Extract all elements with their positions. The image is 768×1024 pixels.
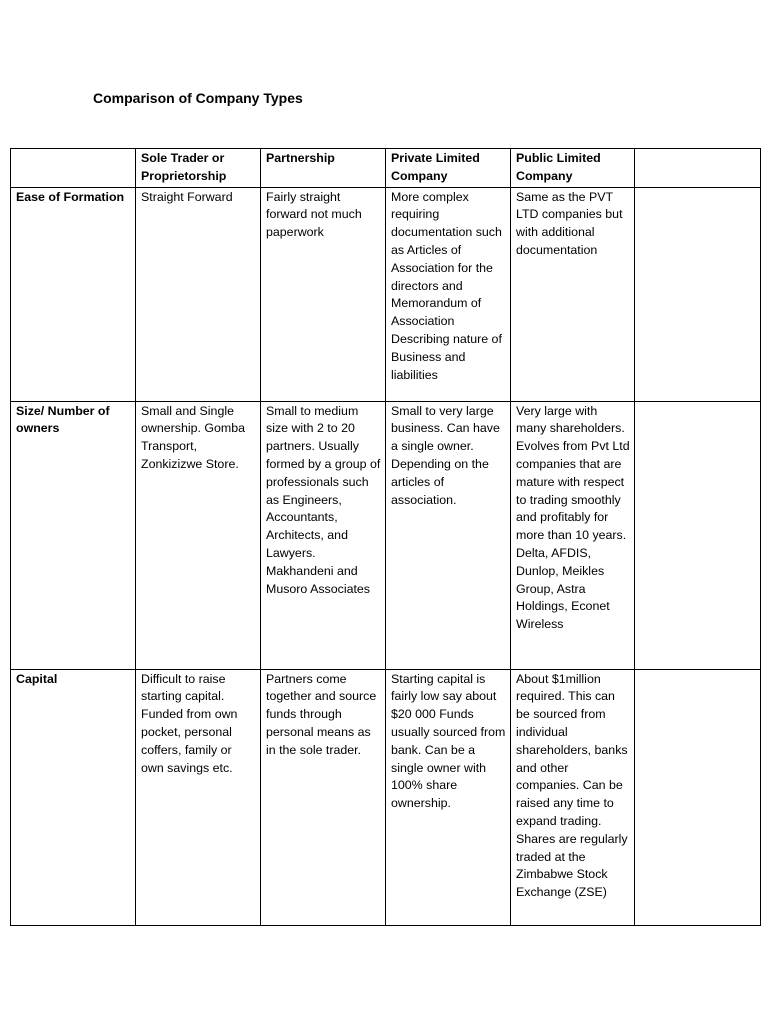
table-cell: Straight Forward — [136, 187, 261, 401]
header-cell-blank — [635, 149, 761, 188]
table-cell — [635, 401, 761, 669]
header-cell-sole-trader: Sole Trader or Proprietorship — [136, 149, 261, 188]
row-label: Capital — [11, 669, 136, 925]
row-label: Size/ Number of owners — [11, 401, 136, 669]
table-cell: Small to very large business. Can have a single owner. Depending on the articles of association. — [386, 401, 511, 669]
table-cell: Small to medium size with 2 to 20 partners. Usually formed by a group of professionals such as Engineers, Accountants, Architects, and Lawyers. Makhandeni and Musoro Associates — [261, 401, 386, 669]
table-cell: Same as the PVT LTD companies but with additional documentation — [511, 187, 635, 401]
header-cell-public-limited: Public Limited Company — [511, 149, 635, 188]
table-cell: More complex requiring documentation such as Articles of Association for the directors and Memorandum of Association Describing nature of Business and liabilities — [386, 187, 511, 401]
table-cell: Partners come together and source funds through personal means as in the sole trader. — [261, 669, 386, 925]
table-cell: Starting capital is fairly low say about $20 000 Funds usually sourced from bank. Can be a single owner with 100% share ownership. — [386, 669, 511, 925]
table-cell: Difficult to raise starting capital. Funded from own pocket, personal coffers, family or own savings etc. — [136, 669, 261, 925]
comparison-table — [10, 148, 761, 926]
header-cell-empty — [11, 149, 136, 188]
table-cell: About $1million required. This can be sourced from individual shareholders, banks and other companies. Can be raised any time to expand trading. Shares are regularly traded at the Zimbabwe Stock Exchange (ZSE) — [511, 669, 635, 925]
table-cell: Fairly straight forward not much paperwork — [261, 187, 386, 401]
table-cell: Small and Single ownership. Gomba Transport, Zonkizizwe Store. — [136, 401, 261, 669]
row-label: Ease of Formation — [11, 187, 136, 401]
table-row — [11, 401, 761, 669]
header-cell-partnership: Partnership — [261, 149, 386, 188]
table-row — [11, 187, 761, 401]
table-row — [11, 669, 761, 925]
table-cell: Very large with many shareholders. Evolves from Pvt Ltd companies that are mature with respect to trading smoothly and profitably for more than 10 years. Delta, AFDIS, Dunlop, Meikles Group, Astra Holdings, Econet Wireless — [511, 401, 635, 669]
table-cell — [635, 187, 761, 401]
document-title: Comparison of Company Types — [93, 90, 303, 106]
table-cell — [635, 669, 761, 925]
header-cell-private-limited: Private Limited Company — [386, 149, 511, 188]
table-header-row — [11, 149, 761, 188]
